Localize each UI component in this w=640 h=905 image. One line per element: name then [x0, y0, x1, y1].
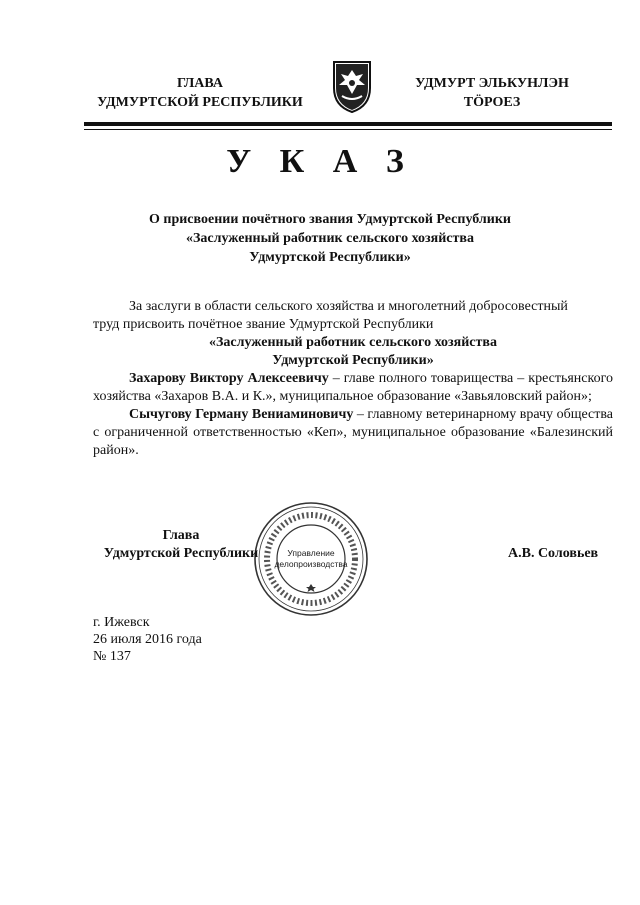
recipient-2-details: – главному ветеринарному врачу общества с ограниченной ответственностью «Кеп», муниципальное образование «Балезинский район». — [93, 407, 614, 458]
recipient-1-name: Захарову Виктору Алексеевичу — [129, 371, 329, 386]
recipient-1-details: – главе полного товарищества – крестьянского хозяйства «Захаров В.А. и К.», муниципальное образование «Завьяловский район»; — [93, 371, 613, 404]
header-issuer-udmurt — [392, 74, 592, 112]
official-stamp — [252, 500, 370, 618]
award-line1: «Заслуженный работник сельского хозяйства — [209, 335, 497, 350]
signatory-position-line1: Глава — [162, 528, 200, 543]
subject-line1: О присвоении почётного звания Удмуртской Республики — [149, 212, 511, 227]
header-right-line1: УДМУРТ ЭЛЬКУНЛЭН — [415, 76, 569, 91]
header-left-line1: ГЛАВА — [177, 76, 223, 91]
intro-line2: труд присвоить почётное звание Удмуртской Республики — [93, 317, 434, 332]
decree-number: № 137 — [93, 649, 131, 664]
intro-line1: За заслуги в области сельского хозяйства и многолетний добросовестный — [129, 299, 568, 314]
header-issuer-russian — [70, 74, 330, 112]
header-divider-thin — [84, 129, 612, 130]
decree-footer — [93, 614, 202, 665]
signatory-position-line2: Удмуртской Республики — [103, 546, 259, 561]
subject-line3: Удмуртской Республики» — [249, 250, 411, 265]
decree-city: г. Ижевск — [93, 615, 150, 630]
recipient-2-name: Сычугову Герману Вениаминовичу — [129, 407, 354, 422]
stamp-star-icon — [306, 584, 316, 592]
recipient-2 — [93, 406, 613, 460]
decree-subject — [120, 210, 540, 267]
stamp-center-line1: Управление — [287, 548, 335, 558]
stamp-center-line2: делопроизводства — [274, 559, 348, 569]
decree-date: 26 июля 2016 года — [93, 632, 202, 647]
recipient-1 — [93, 370, 613, 406]
header-left-line2: УДМУРТСКОЙ РЕСПУБЛИКИ — [97, 95, 303, 110]
udmurt-coat-of-arms-icon — [330, 58, 374, 114]
signatory-position — [96, 527, 266, 563]
header-right-line2: ТӦРОЕЗ — [463, 95, 521, 110]
award-line2: Удмуртской Республики» — [272, 353, 434, 368]
signatory-name: А.В. Соловьев — [508, 546, 599, 561]
subject-line2: «Заслуженный работник сельского хозяйства — [186, 231, 474, 246]
header-divider-thick — [84, 122, 612, 126]
document-title: У К А З — [226, 143, 414, 180]
decree-body — [93, 298, 613, 460]
